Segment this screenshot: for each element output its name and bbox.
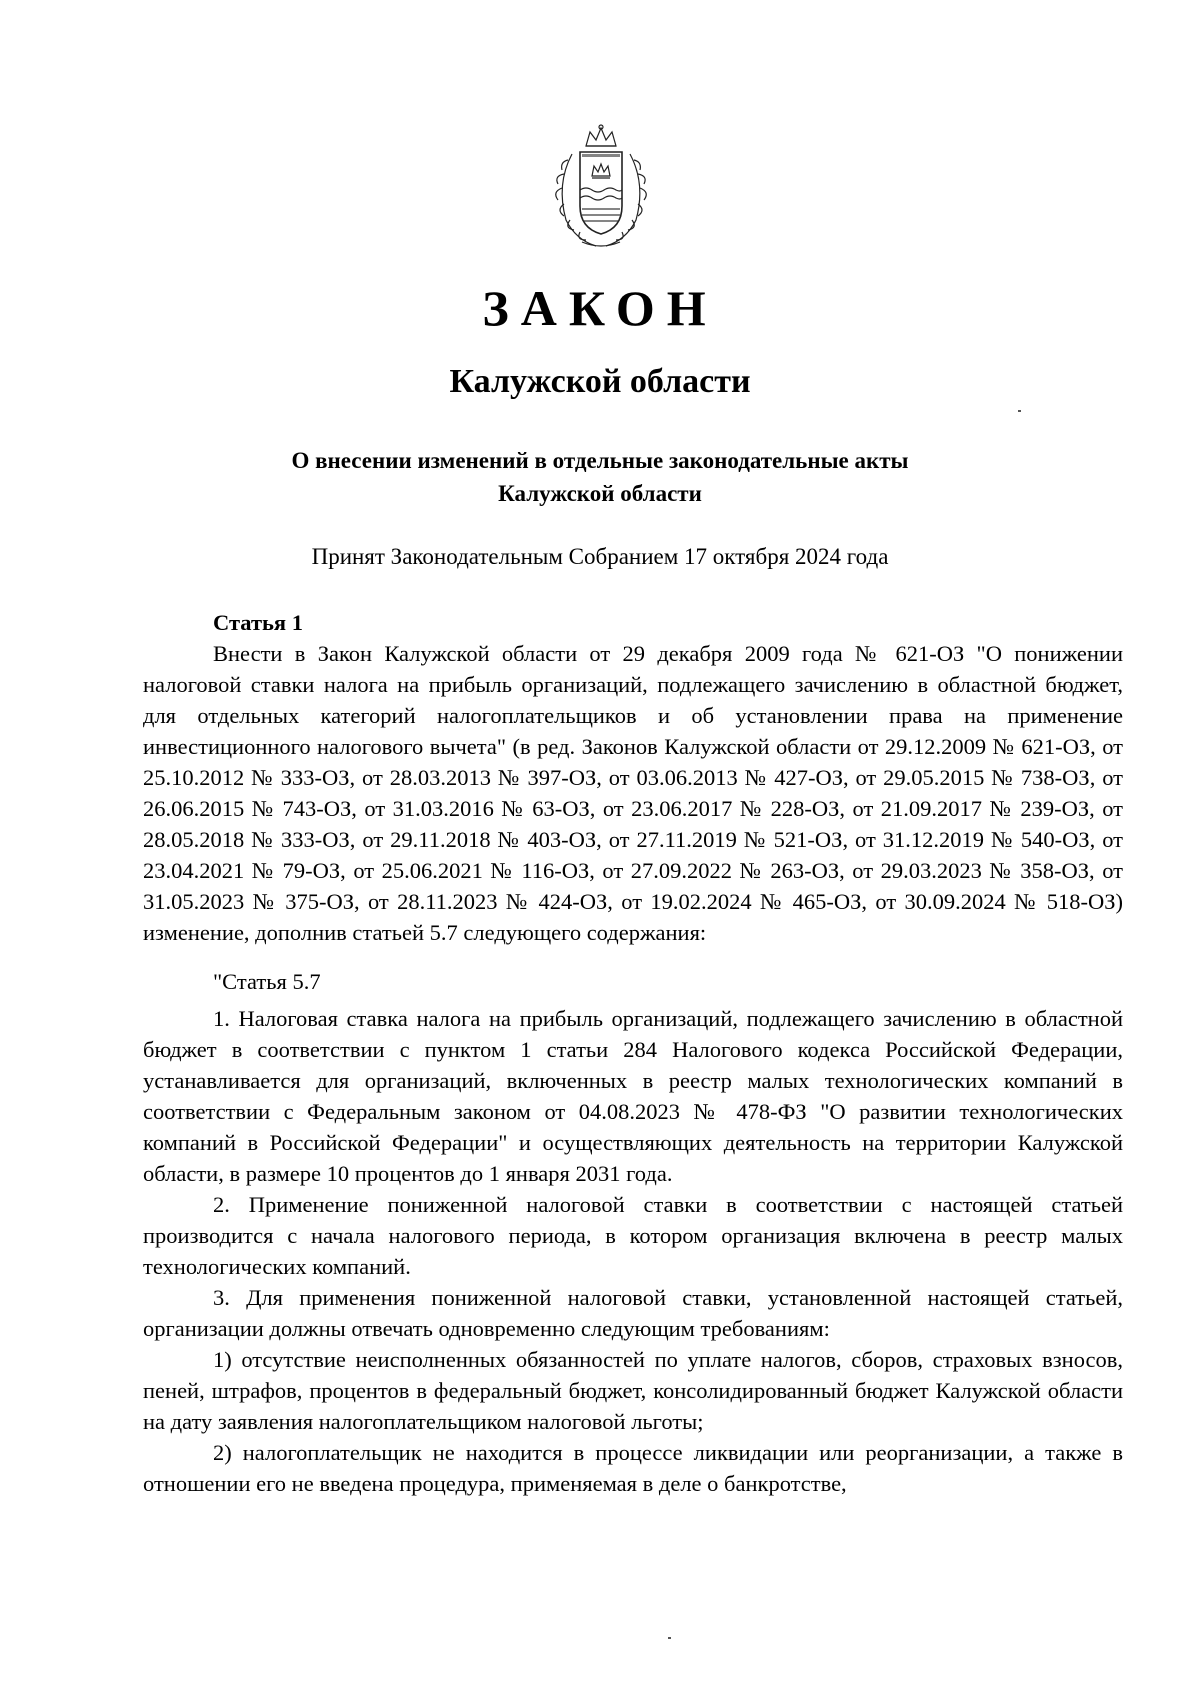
article-paragraph: 2. Применение пониженной налоговой ставки в соответствии с настоящей статьей производится с начала налогового периода, в котором организация включена в реестр малых технологических компаний. bbox=[143, 1192, 1123, 1279]
article-heading: Статья 1 bbox=[213, 610, 303, 635]
article-paragraph: 3. Для применения пониженной налоговой ставки, установленной настоящей статьей, организации должны отвечать одновременно следующим требованиям: bbox=[143, 1285, 1123, 1341]
law-title: ЗАКОН bbox=[482, 280, 718, 336]
scan-speck bbox=[668, 1637, 671, 1639]
scan-speck bbox=[1018, 410, 1021, 412]
article-intro-paragraph: Внести в Закон Калужской области от 29 декабря 2009 года № 621-ОЗ "О понижении налоговой ставки налога на прибыль организаций, подлежащего зачислению в областной бюджет, для отдельных категорий налогоплательщиков и об установлении права на применение инвестиционного налогового вычета" (в ред. Законов Калужской области от 29.12.2009 № 621-ОЗ, от 25.10.2012 № 333-ОЗ, от 28.03.2013 № 397-ОЗ, от 03.06.2013 № 427-ОЗ, от 29.05.2015 № 738-ОЗ, от 26.06.2015 № 743-ОЗ, от 31.03.2016 № 63-ОЗ, от 23.06.2017 № 228-ОЗ, от 21.09.2017 № 239-ОЗ, от 28.05.2018 № 333-ОЗ, от 29.11.2018 № 403-ОЗ, от 27.11.2019 № 521-ОЗ, от 31.12.2019 № 540-ОЗ, от 23.04.2021 № 79-ОЗ, от 25.06.2021 № 116-ОЗ, от 27.09.2022 № 263-ОЗ, от 29.03.2023 № 358-ОЗ, от 31.05.2023 № 375-ОЗ, от 28.11.2023 № 424-ОЗ, от 19.02.2024 № 465-ОЗ, от 30.09.2024 № 518-ОЗ) изменение, дополнив статьей 5.7 следующего содержания: bbox=[143, 641, 1123, 945]
law-subject bbox=[0, 444, 1200, 510]
kaluga-coat-of-arms-icon bbox=[542, 124, 660, 252]
article-paragraph: 1. Налоговая ставка налога на прибыль организаций, подлежащего зачислению в областной бюджет в соответствии с пунктом 1 статьи 284 Налогового кодекса Российской Федерации, устанавливается для организаций, включенных в реестр малых технологических компаний в соответствии с Федеральным законом от 04.08.2023 № 478-ФЗ "О развитии технологических компаний в Российской Федерации" и осуществляющих деятельность на территории Калужской области, в размере 10 процентов до 1 января 2031 года. bbox=[143, 1006, 1123, 1186]
article-body bbox=[143, 607, 1123, 1499]
region-name: Калужской области bbox=[449, 363, 751, 400]
quoted-article-heading: "Статья 5.7 bbox=[213, 969, 321, 994]
article-paragraph: 2) налогоплательщик не находится в процессе ликвидации или реорганизации, а также в отношении его не введена процедура, применяемая в деле о банкротстве, bbox=[143, 1440, 1123, 1496]
law-subject-line: Калужской области bbox=[498, 481, 702, 506]
article-paragraph: 1) отсутствие неисполненных обязанностей по уплате налогов, сборов, страховых взносов, пеней, штрафов, процентов в федеральный бюджет, консолидированный бюджет Калужской области на дату заявления налогоплательщиком налоговой льготы; bbox=[143, 1347, 1123, 1434]
adoption-date: Принят Законодательным Собранием 17 октября 2024 года bbox=[311, 544, 889, 569]
law-subject-line: О внесении изменений в отдельные законодательные акты bbox=[291, 448, 909, 473]
